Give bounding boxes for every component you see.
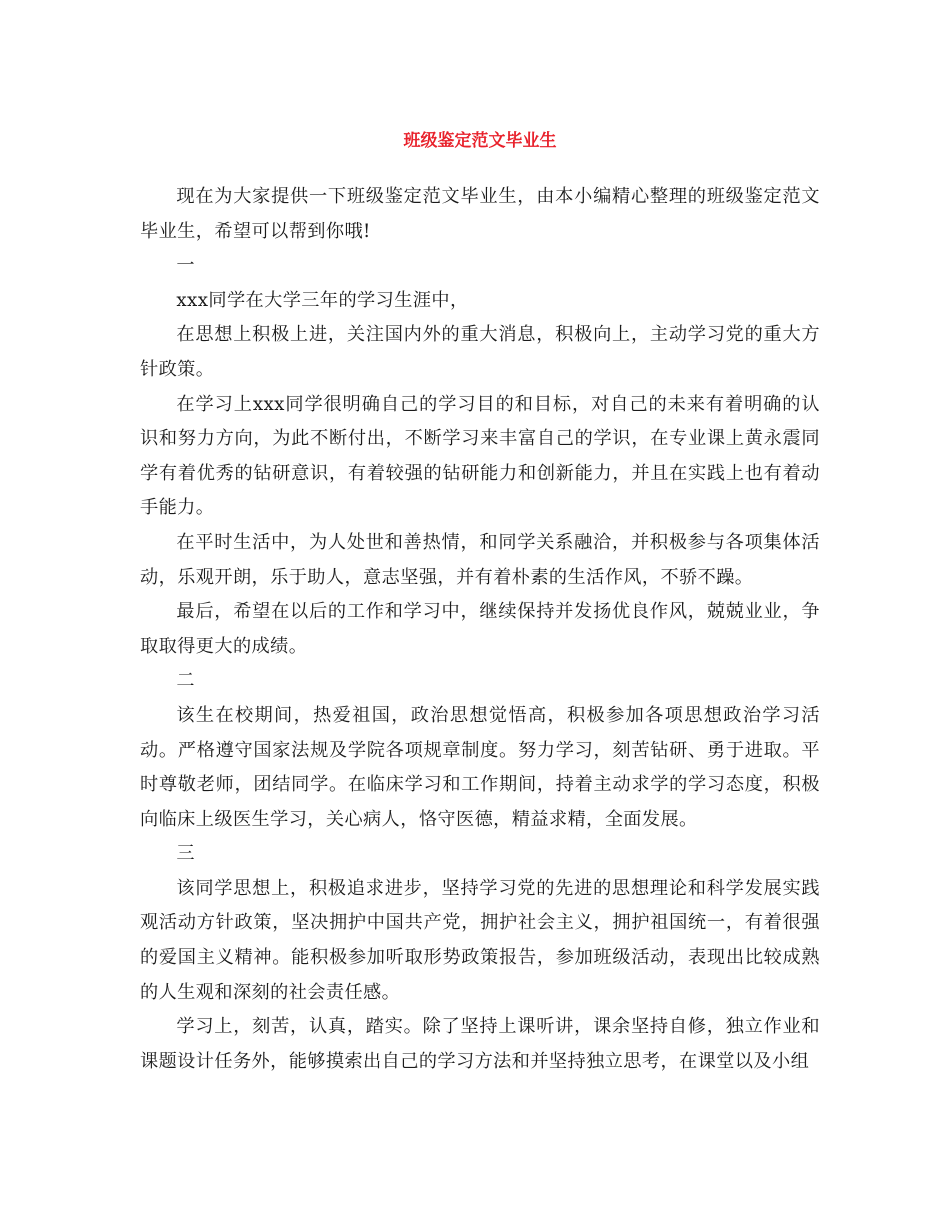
document-title: 班级鉴定范文毕业生 [403,131,557,151]
section-heading-1: 一 [176,255,195,277]
paragraph: 该同学思想上，积极追求进步，坚持学习党的先进的思想理论和科学发展实践观活动方针政策，坚决拥护中国共产党，拥护社会主义，拥护祖国统一，有着很强的爱国主义精神。能积极参加听取形势政策报告，参加班级活动，表现出比较成熟的人生观和深刻的社会责任感。 [140,877,820,1003]
paragraph-intro: 现在为大家提供一下班级鉴定范文毕业生，由本小编精心整理的班级鉴定范文毕业生，希望可以帮到你哦! [140,186,820,242]
paragraph: xxx同学在大学三年的学习生涯中， [176,289,469,311]
section-heading-3: 三 [176,843,195,865]
paragraph: 最后，希望在以后的工作和学习中，继续保持并发扬优良作风，兢兢业业，争取取得更大的成绩。 [140,601,820,657]
paragraph: 在思想上积极上进，关注国内外的重大消息，积极向上，主动学习党的重大方针政策。 [140,324,820,380]
section-heading-2: 二 [176,670,195,692]
paragraph: 该生在校期间，热爱祖国，政治思想觉悟高，积极参加各项思想政治学习活动。严格遵守国家法规及学院各项规章制度。努力学习，刻苦钻研、勇于进取。平时尊敬老师，团结同学。在临床学习和工作期间，持着主动求学的学习态度，积极向临床上级医生学习，关心病人，恪守医德，精益求精，全面发展。 [140,704,820,830]
paragraph: 在学习上xxx同学很明确自己的学习目的和目标，对自己的未来有着明确的认识和努力方向，为此不断付出，不断学习来丰富自己的学识，在专业课上黄永震同学有着优秀的钻研意识，有着较强的钻研能力和创新能力，并且在实践上也有着动手能力。 [140,393,820,519]
document-body [140,180,820,1079]
paragraph: 在平时生活中，为人处世和善热情，和同学关系融洽，并积极参与各项集体活动，乐观开朗，乐于助人，意志坚强，并有着朴素的生活作风，不骄不躁。 [140,531,820,588]
paragraph: 学习上，刻苦，认真，踏实。除了坚持上课听讲，课余坚持自修，独立作业和课题设计任务外，能够摸索出自己的学习方法和并坚持独立思考，在课堂以及小组 [140,1016,820,1072]
